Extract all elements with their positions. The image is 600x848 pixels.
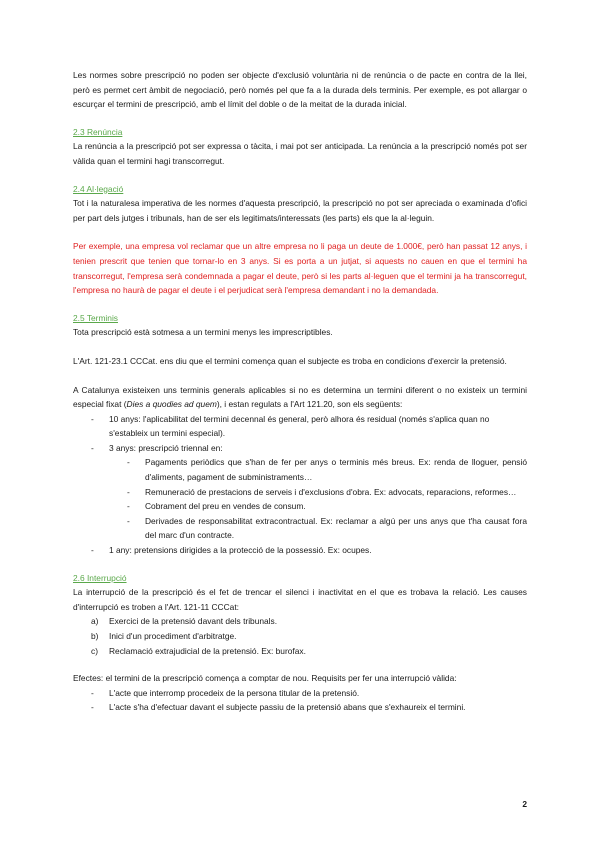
interrupcio-paragraph: La interrupció de la prescripció és el fet de trencar el silenci i inactivitat en el que es trobava la relació. Les causes d'interrupció es troben a l'Art. 121-11 CCCat: — [73, 587, 527, 612]
list-item — [73, 629, 527, 644]
bullet: - — [127, 501, 130, 512]
bullet: - — [91, 545, 94, 556]
list-item-text: 3 anys: prescripció triennal en: — [109, 442, 223, 453]
document-page — [73, 68, 527, 715]
list-item — [73, 644, 527, 659]
allegacio-paragraph: Tot i la naturalesa imperativa de les normes d'aquesta prescripció, la prescripció no pot ser apreciada o examinada d'ofici per part dels jutges i tribunals, han de ser els legitimats/interessats (les parts) els que la al·leguin. — [73, 198, 527, 223]
list-item-text: Reclamació extrajudicial de la pretensió. Ex: burofax. — [109, 645, 306, 656]
intro-paragraph: Les normes sobre prescripció no poden ser objecte d'exclusió voluntària ni de renúncia o de pacte en contra de la llei, però es permet cert àmbit de negociació, però només pel que fa a la durada dels terminis. Per exemple, es pot allargar o escurçar el termini de prescripció, amb el límit del doble o de la meitat de la durada inicial. — [73, 70, 527, 110]
list-item — [73, 412, 527, 441]
interrupcio-heading: 2.6 Interrupció — [73, 572, 127, 583]
list-item-text: Inici d'un procediment d'arbitratge. — [109, 631, 237, 641]
list-item-text: L'acte que interromp procedeix de la persona titular de la pretensió. — [109, 687, 360, 698]
sub-list-item-text: Pagaments periòdics que s'han de fer per anys o terminis més breus. Ex: renda de lloguer, pensió d'aliments, pagament de subministraments… — [145, 457, 527, 483]
bullet: - — [91, 687, 94, 698]
sub-list-item-text: Remuneració de prestacions de serveis i d'exclusions d'obra. Ex: advocats, reparacions, reformes… — [145, 486, 517, 497]
list-item — [73, 700, 527, 715]
allegacio-example: Per exemple, una empresa vol reclamar que un altre empresa no li paga un deute de 1.000€, però han passat 12 anys, i tenien prescrit que tenien que tornar-lo en 3 anys. Si es porta a un jutjat, si aquests no cauen en que el termini ha transcorregut, l'empresa serà condemnada a pagar el deute, però si les parts al·leguen que el termini ja ha transcorregut, l'empresa no haurà de pagar el deute i el perjudicat serà l'empresa demandant i no la demandada. — [73, 241, 527, 296]
sub-list-item — [73, 514, 527, 543]
latin-phrase: Dies a quodies ad quem — [126, 399, 217, 410]
requisits-list — [73, 686, 527, 715]
renuncia-paragraph: La renúncia a la prescripció pot ser expressa o tàcita, i mai pot ser anticipada. La renúncia a la prescripció només pot ser vàlida quan el termini hagi transcorregut. — [73, 141, 527, 166]
list-item — [73, 614, 527, 629]
sub-list-item — [73, 455, 527, 484]
allegacio-heading: 2.4 Al·legació — [73, 183, 124, 194]
terminis-text-a: A Catalunya existeixen uns terminis generals aplicables si no es determina un termini diferent o no existeix un termini especial fixat ( — [73, 384, 527, 410]
list-item — [73, 686, 527, 701]
list-marker: a) — [91, 616, 99, 627]
causes-list — [73, 614, 527, 658]
list-item-text: Exercici de la pretensió davant dels tribunals. — [109, 616, 278, 627]
terminis-heading: 2.5 Terminis — [73, 312, 118, 323]
terminis-paragraph-1: Tota prescripció està sotmesa a un termini menys les imprescriptibles. — [73, 327, 333, 338]
bullet: - — [127, 515, 130, 526]
bullet: - — [91, 442, 94, 453]
bullet: - — [91, 413, 94, 424]
list-item — [73, 543, 527, 558]
bullet: - — [127, 486, 130, 497]
list-marker: b) — [91, 631, 99, 641]
efectes-paragraph: Efectes: el termini de la prescripció comença a comptar de nou. Requisits per fer una interrupció vàlida: — [73, 673, 457, 684]
sub-list-item-text: Cobrament del preu en vendes de consum. — [145, 501, 306, 512]
page-number: 2 — [522, 799, 527, 809]
terminis-paragraph-2: L'Art. 121-23.1 CCCat. ens diu que el termini comença quan el subjecte es troba en condicions d'exercir la pretensió. — [73, 355, 507, 366]
list-item — [73, 441, 527, 456]
sub-list-item-text: Derivades de responsabilitat extracontractual. Ex: reclamar a algú per uns anys que t'ha causat fora del marc d'un contracte. — [145, 515, 527, 541]
terminis-text-b: ), i estan regulats a l'Art 121.20, son els següents: — [216, 399, 403, 410]
bullet: - — [91, 702, 94, 713]
terminis-paragraph-3 — [73, 383, 527, 412]
sub-list-item — [73, 499, 527, 514]
renuncia-heading: 2.3 Renúncia — [73, 126, 123, 137]
list-marker: c) — [91, 645, 98, 656]
terminis-list — [73, 412, 527, 558]
list-item-text: L'acte s'ha d'efectuar davant el subjecte passiu de la pretensió abans que s'exhaureix el termini. — [109, 702, 466, 713]
bullet: - — [127, 457, 130, 468]
list-item-text: 10 anys: l'aplicabilitat del termini decennal és general, però alhora és residual (només s'aplica quan no s'estableix un termini especial). — [109, 413, 490, 439]
sub-list-item — [73, 485, 527, 500]
list-item-text: 1 any: pretensions dirigides a la protecció de la possessió. Ex: ocupes. — [109, 545, 372, 556]
